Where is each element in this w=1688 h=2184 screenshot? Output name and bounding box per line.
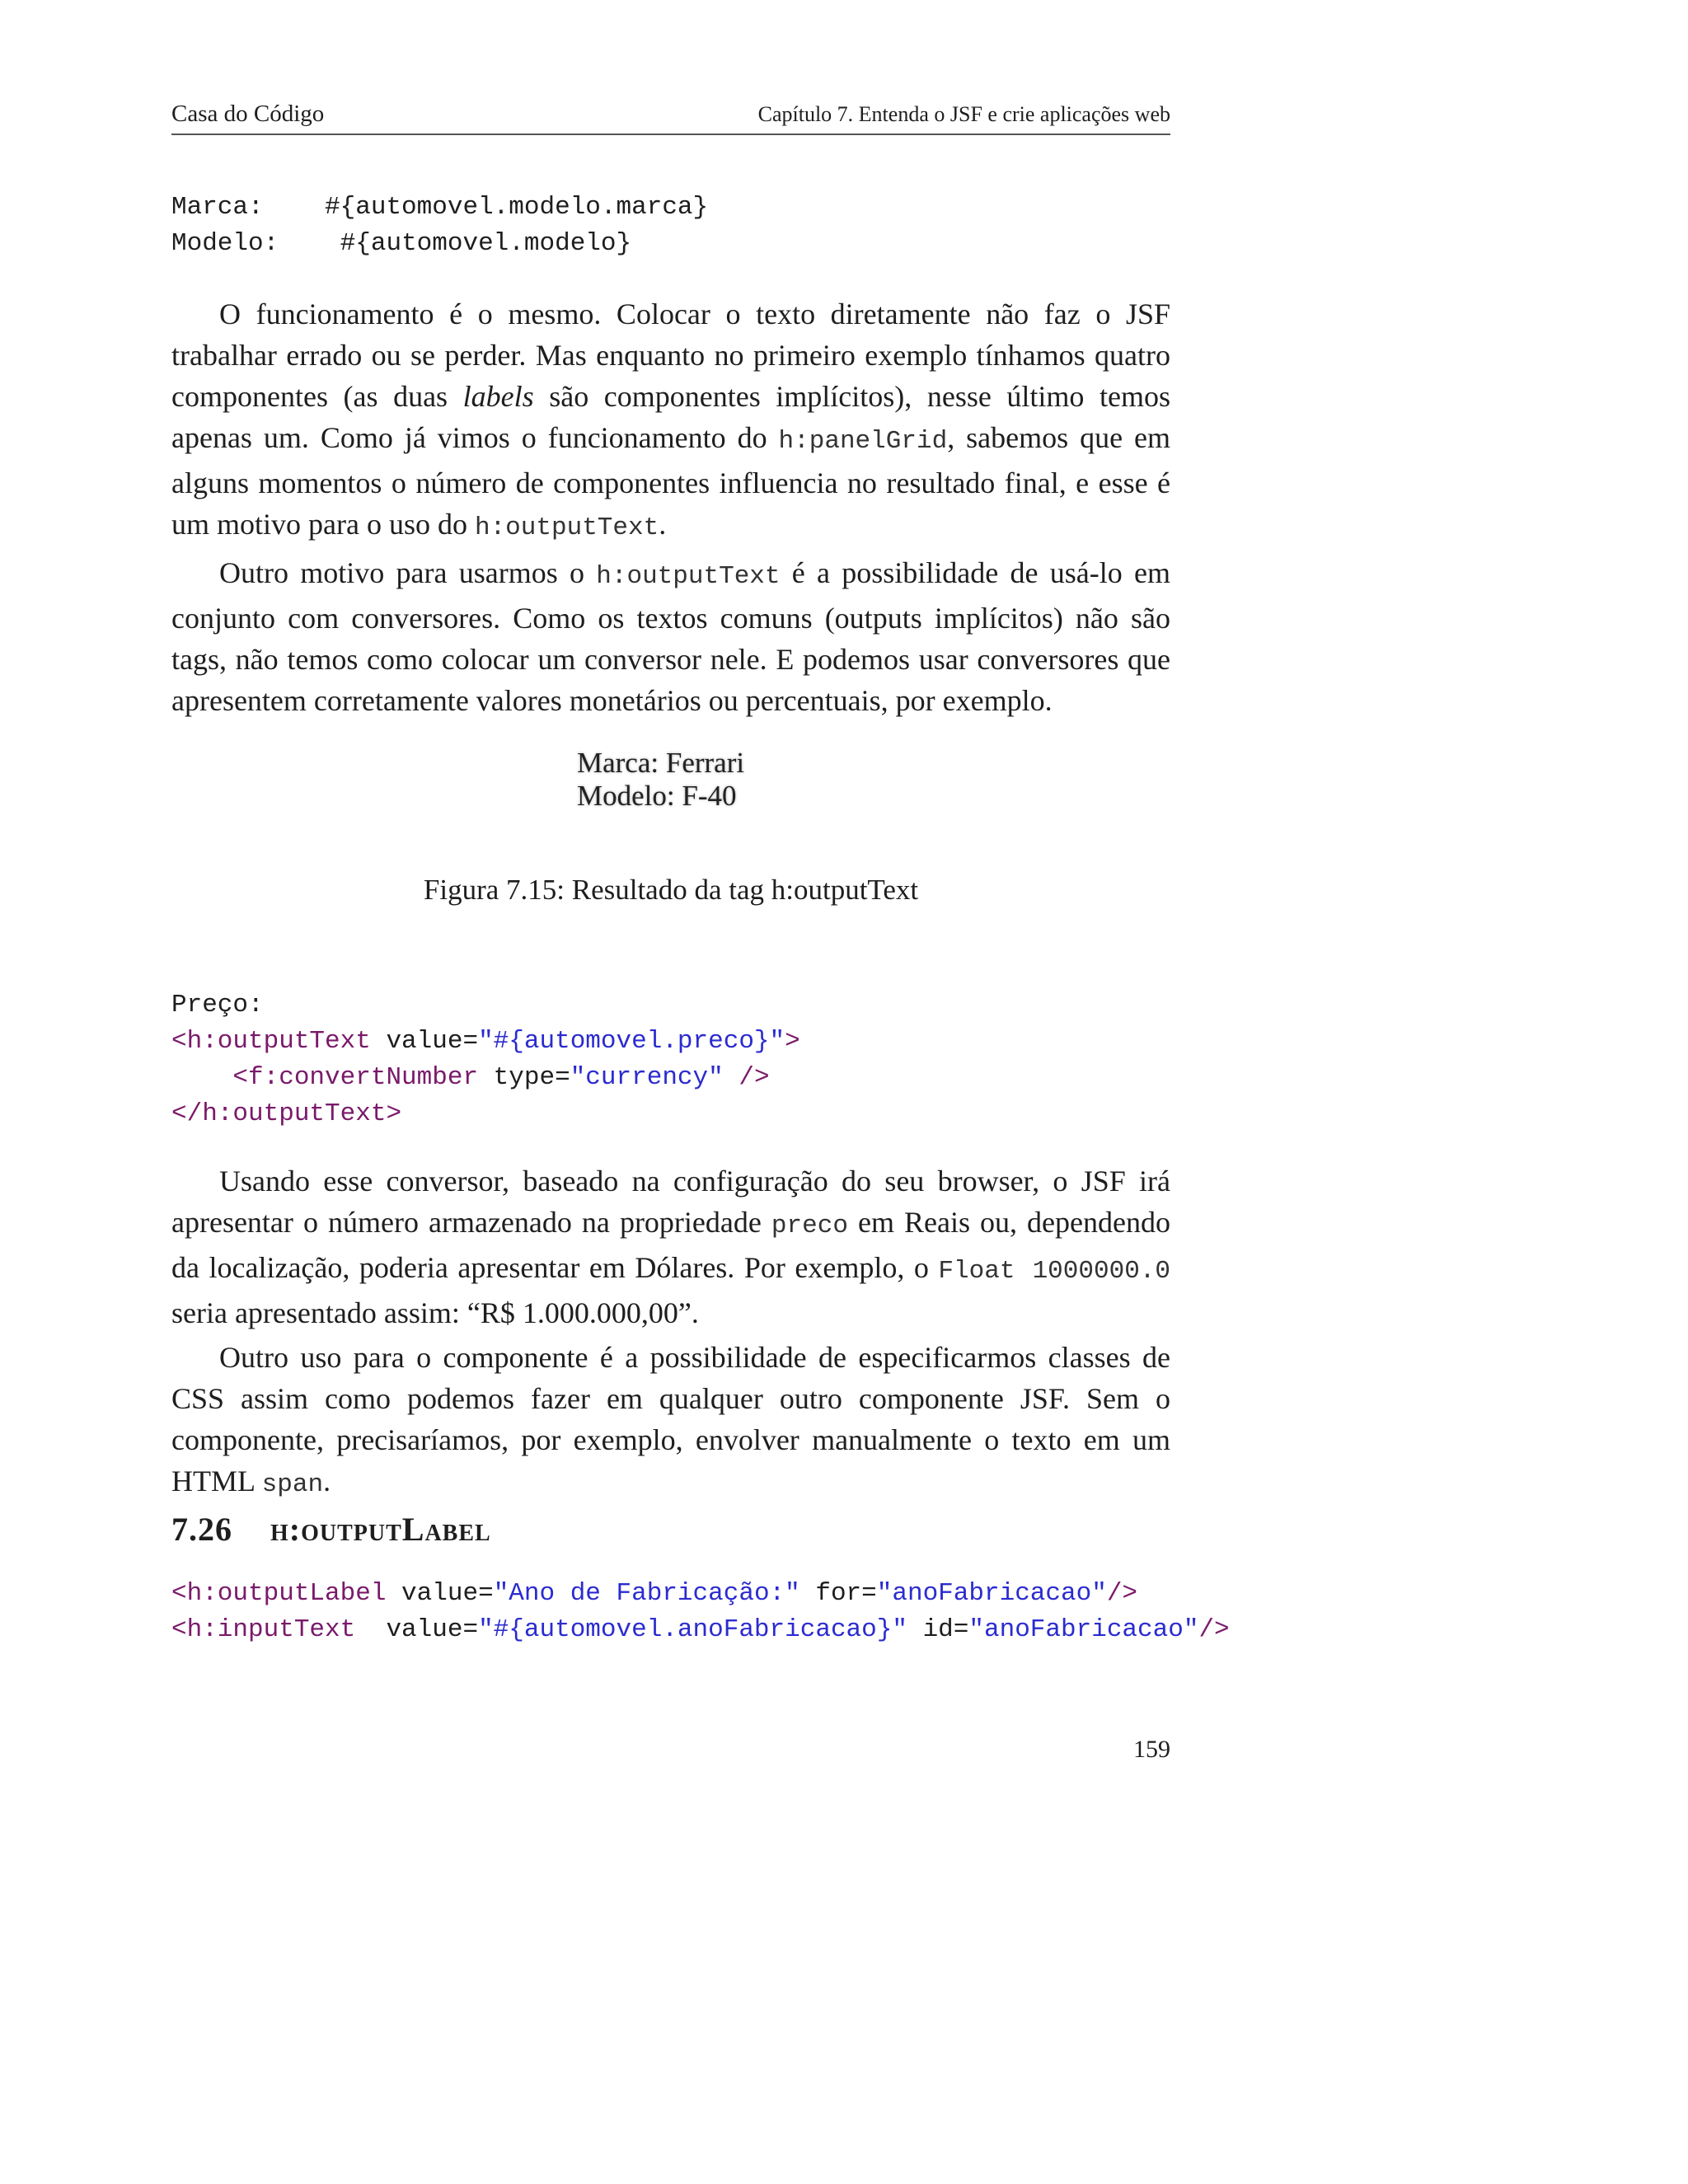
code-attr: type= xyxy=(478,1063,570,1092)
code-attr: id= xyxy=(907,1615,969,1644)
inline-code-preco: preco xyxy=(771,1212,848,1240)
emphasis-labels: labels xyxy=(462,380,534,413)
text-run: Usando esse conversor, baseado na configuração do seu browser, o JSF irá apresentar o número armazenado na propriedade xyxy=(171,1165,1170,1239)
header-book-title: Casa do Código xyxy=(171,101,325,127)
paragraph-1 xyxy=(171,293,1170,721)
code-line: Preço: xyxy=(171,991,264,1019)
code-tag: <h:outputText xyxy=(171,1027,371,1056)
code-block-preco xyxy=(171,987,800,1132)
figure-image xyxy=(577,747,750,824)
inline-code-panelgrid: h:panelGrid xyxy=(778,427,948,456)
code-line xyxy=(171,193,708,222)
section-number: 7.26 xyxy=(171,1511,232,1548)
code-label-marca: Marca: xyxy=(171,193,264,222)
code-line xyxy=(171,1615,1230,1644)
code-string: "anoFabricacao" xyxy=(968,1615,1199,1644)
text-run: O funcionamento é o mesmo. Colocar o texto diretamente não faz o JSF trabalhar errado ou se perder. Mas enquanto no primeiro exemplo tínhamos quatro componentes (as duas xyxy=(171,298,1170,413)
code-tag: <f:convertNumber xyxy=(232,1063,479,1092)
code-line xyxy=(171,1063,770,1092)
inline-code-float: Float 1000000.0 xyxy=(938,1257,1171,1286)
running-header xyxy=(171,97,1170,135)
text-run: Outro motivo para usarmos o xyxy=(219,556,597,589)
code-line xyxy=(171,1579,1137,1608)
code-tag: /> xyxy=(1106,1579,1138,1608)
code-tag: > xyxy=(785,1027,800,1056)
text-run: são componentes implícitos), nesse último temos apenas um. Como já vimos o funcionamento do xyxy=(171,380,1170,454)
text-run: Outro uso para o componente é a possibilidade de especificarmos classes de CSS assim como podemos fazer em qualquer outro componente JSF. Sem o componente, precisaríamos, por exemplo, envolver manualmente o texto em um HTML xyxy=(171,1341,1170,1497)
code-tag: <h:inputText xyxy=(171,1615,356,1644)
section-title: h:outputLabel xyxy=(270,1511,491,1548)
code-line xyxy=(171,1027,800,1056)
code-attr: value= xyxy=(386,1579,494,1608)
code-attr: value= xyxy=(370,1027,479,1056)
figure-line-marca: Marca: Ferrari xyxy=(577,747,745,779)
code-block-marca-modelo xyxy=(171,190,708,262)
paragraph-3 xyxy=(171,1160,1170,1506)
code-label-modelo: Modelo: xyxy=(171,229,279,258)
code-value-marca: #{automovel.modelo.marca} xyxy=(325,193,709,222)
inline-code-outputtext: h:outputText xyxy=(596,562,781,591)
code-line: </h:outputText> xyxy=(171,1099,402,1128)
figure-line-modelo: Modelo: F-40 xyxy=(577,780,737,812)
text-run: . xyxy=(323,1465,331,1497)
inline-code-span: span xyxy=(261,1470,324,1499)
code-value-modelo: #{automovel.modelo} xyxy=(340,229,632,258)
code-string: "#{automovel.preco}" xyxy=(478,1027,785,1056)
code-string: "currency" xyxy=(570,1063,724,1092)
text-run: , sabemos que em alguns momentos o número de componentes influencia no resultado final, e esse é um motivo para o uso do xyxy=(171,421,1170,541)
code-string: "#{automovel.anoFabricacao}" xyxy=(478,1615,907,1644)
code-block-outputlabel xyxy=(171,1576,1230,1648)
header-chapter-title: Capítulo 7. Entenda o JSF e crie aplicações web xyxy=(757,102,1170,126)
code-line xyxy=(171,229,631,258)
code-attr: for= xyxy=(799,1579,877,1608)
code-string: "Ano de Fabricação:" xyxy=(493,1579,800,1608)
code-tag: <h:outputLabel xyxy=(171,1579,387,1608)
text-run: é a possibilidade de usá-lo em conjunto com conversores. Como os textos comuns (outputs implícitos) não são tags, não temos como colocar um conversor nele. E podemos usar conversores que apresentem corretamente valores monetários ou percentuais, por exemplo. xyxy=(171,556,1170,717)
figure-caption: Figura 7.15: Resultado da tag h:outputText xyxy=(423,874,919,906)
code-tag: /> xyxy=(1198,1615,1230,1644)
section-heading xyxy=(171,1510,491,1549)
code-tag: /> xyxy=(723,1063,770,1092)
text-run: seria apresentado assim: “R$ 1.000.000,00”. xyxy=(171,1296,699,1329)
code-string: "anoFabricacao" xyxy=(876,1579,1107,1608)
page-number: 159 xyxy=(1133,1736,1170,1763)
inline-code-outputtext: h:outputText xyxy=(474,513,659,542)
text-run: . xyxy=(659,508,667,541)
code-attr: value= xyxy=(355,1615,479,1644)
text-run: em Reais ou, dependendo da localização, poderia apresentar em Dólares. Por exemplo, o xyxy=(171,1206,1170,1284)
